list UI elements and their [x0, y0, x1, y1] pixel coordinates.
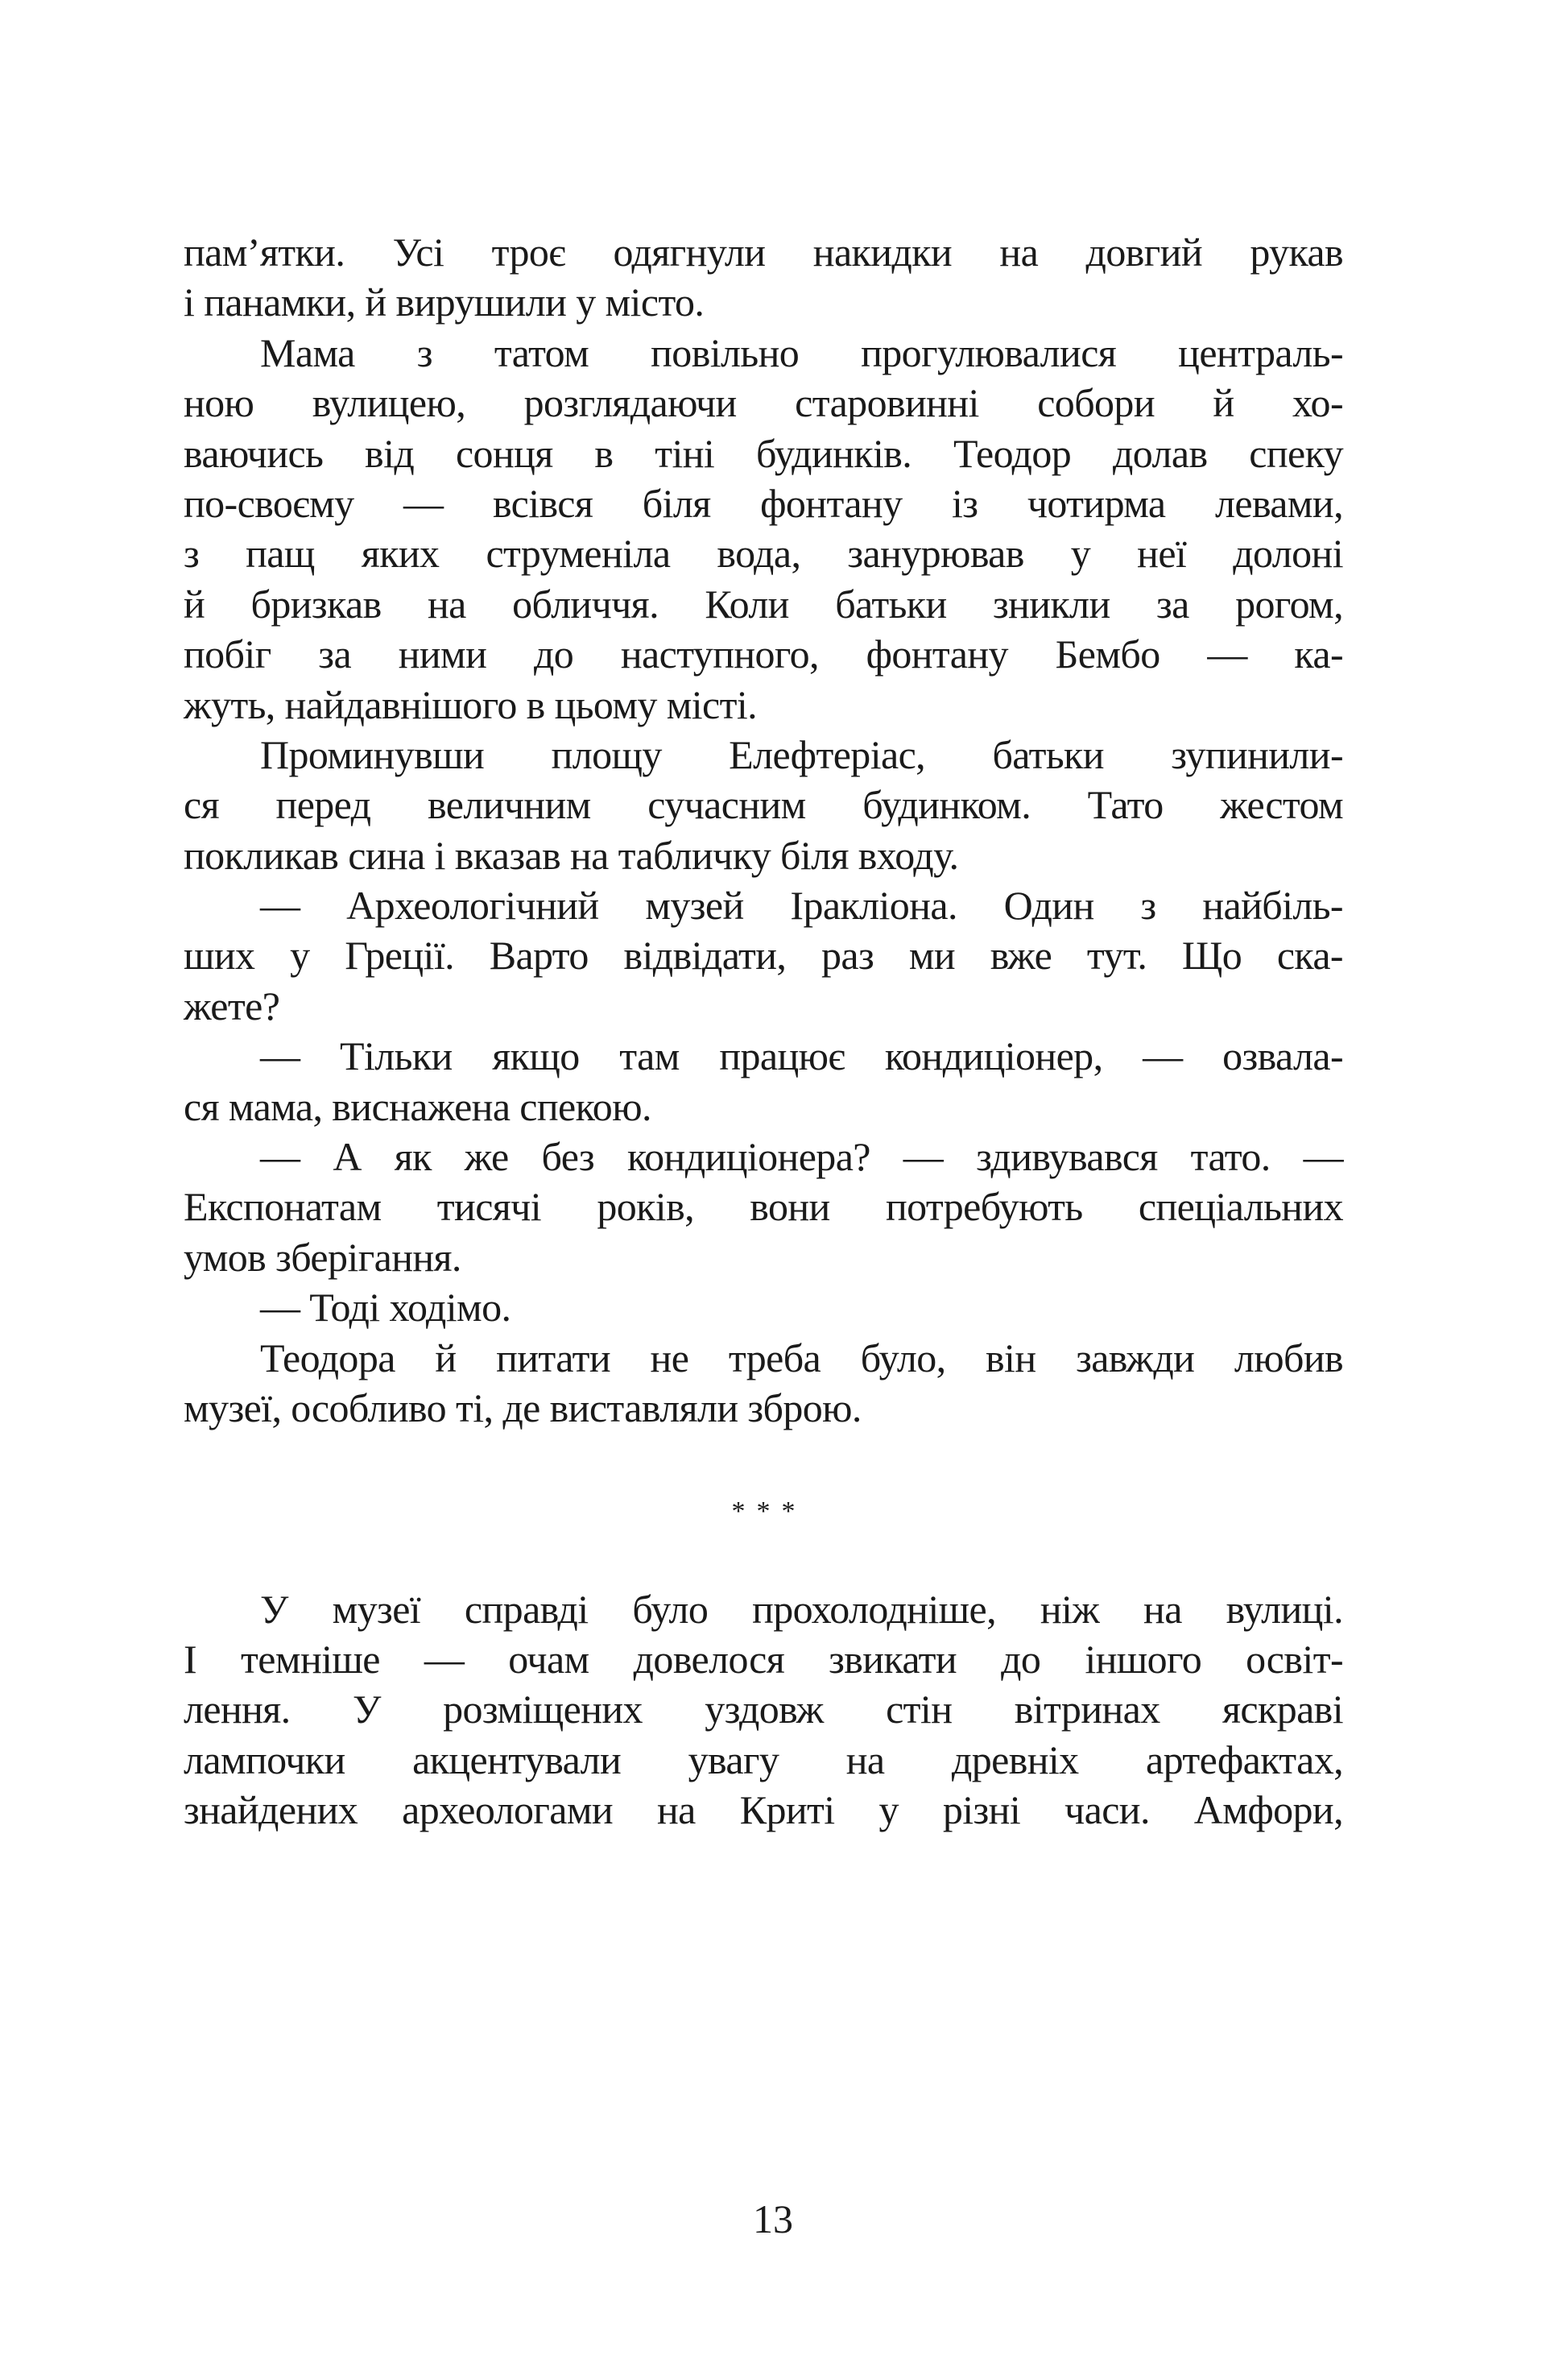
text-line: знайдених археологами на Криті у різні часи. Амфори,: [184, 1787, 1343, 1833]
text-line: і панамки, й вирушили у місто.: [184, 279, 705, 325]
section-break-asterisks: ***: [731, 1496, 807, 1526]
paragraph: [184, 1333, 1343, 1434]
text-line: ною вулицею, розглядаючи старовинні собори й хо-: [184, 380, 1343, 426]
text-line: з пащ яких струменіла вода, занурював у неї долоні: [184, 531, 1343, 577]
text-line: жуть, найдавнішого в цьому місті.: [184, 681, 758, 727]
text-line: У музеї справді було прохолодніше, ніж на вулиці.: [260, 1586, 1343, 1632]
text-line: по-своєму — всівся біля фонтану із чотирма левами,: [184, 480, 1343, 526]
paragraph: [184, 730, 1343, 880]
text-line: Мама з татом повільно прогулювалися централь-: [260, 329, 1343, 375]
text-line: — Тільки якщо там працює кондиціонер, — озвала-: [260, 1033, 1343, 1079]
paragraph: [184, 1584, 1343, 1836]
text-line: — Археологічний музей Іракліона. Один з найбіль-: [260, 883, 1343, 929]
dialogue-paragraph: [184, 1132, 1343, 1282]
text-line: ших у Греції. Варто відвідати, раз ми вже тут. Що ска-: [184, 933, 1343, 979]
text-line: жете?: [184, 983, 280, 1029]
text-line: — А як же без кондиціонера? — здивувався тато. —: [260, 1134, 1343, 1180]
text-line: — Тоді ходімо.: [260, 1285, 511, 1331]
text-line: покликав сина і вказав на табличку біля входу.: [184, 832, 959, 878]
text-line: й бризкав на обличчя. Коли батьки зникли за рогом,: [184, 581, 1343, 627]
text-line: умов зберігання.: [184, 1234, 461, 1280]
text-line: І темніше — очам довелося звикати до іншого освіт-: [184, 1636, 1343, 1682]
dialogue-paragraph: [184, 1031, 1343, 1132]
dialogue-paragraph: [184, 1282, 1343, 1332]
text-line: Проминувши площу Елефтеріас, батьки зупинили-: [260, 731, 1343, 777]
text-line: ваючись від сонця в тіні будинків. Теодор долав спеку: [184, 430, 1343, 476]
text-line: побіг за ними до наступного, фонтану Бембо — ка-: [184, 631, 1343, 677]
paragraph: [184, 328, 1343, 730]
text-line: Теодора й питати не треба було, він завжди любив: [260, 1335, 1343, 1380]
text-line: ся мама, виснажена спекою.: [184, 1083, 651, 1129]
text-line: пам’ятки. Усі троє одягнули накидки на довгий рукав: [184, 230, 1343, 275]
text-line: музеї, особливо ті, де виставляли зброю.: [184, 1385, 862, 1430]
book-page-body: [184, 227, 1343, 1836]
text-line: лення. У розміщених уздовж стін вітринах яскраві: [184, 1687, 1343, 1732]
dialogue-paragraph: [184, 880, 1343, 1031]
text-line: Експонатам тисячі років, вони потребують спеціальних: [184, 1184, 1343, 1230]
paragraph: [184, 227, 1343, 328]
text-line: лампочки акцентували увагу на древніх артефактах,: [184, 1736, 1343, 1782]
text-line: ся перед величним сучасним будинком. Тато жестом: [184, 782, 1343, 828]
page-number: 13: [753, 2196, 793, 2241]
